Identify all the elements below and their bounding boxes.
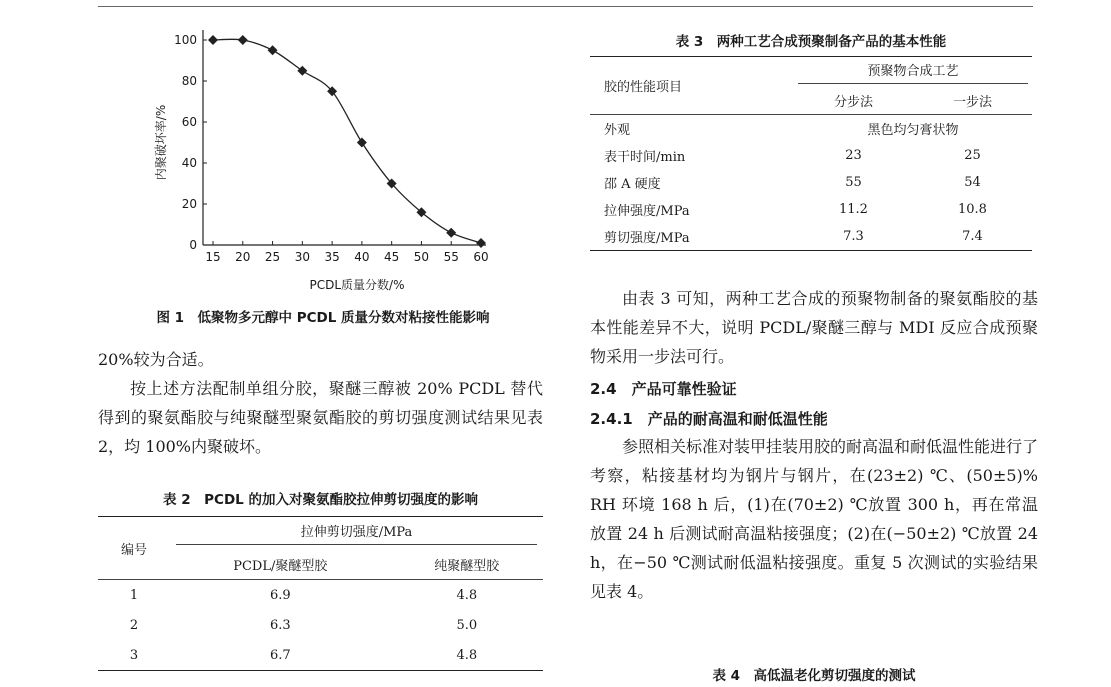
table-3	[590, 56, 1032, 251]
x-tick-label: 40	[354, 250, 370, 264]
table-3-caption: 表 3 两种工艺合成预聚制备产品的基本性能	[675, 34, 947, 50]
y-tick-label: 100	[174, 33, 197, 47]
table-cell: 邵 A 硬度	[604, 177, 661, 192]
table-cell: 拉伸强度/MPa	[604, 204, 690, 219]
section-heading-2-4: 2.4 产品可靠性验证	[590, 380, 737, 398]
paragraph-table2-intro: 按上述方法配制单组分胶，聚醚三醇被 20% PCDL 替代得到的聚氨酯胶与纯聚醚型聚氨酯胶的剪切强度测试结果见表 2，均 100%内聚破坏。	[98, 379, 543, 456]
table-row	[590, 223, 1032, 251]
table-cell: 3	[98, 640, 170, 671]
x-tick-label: 20	[235, 250, 251, 264]
series-line	[213, 39, 481, 243]
x-tick-label: 25	[264, 250, 281, 264]
paragraph-table3-conclusion: 由表 3 可知，两种工艺合成的预聚物制备的聚氨酯胶的基本性能差异不大，说明 PCDL/聚醚三醇与 MDI 反应合成预聚物采用一步法可行。	[590, 289, 1038, 366]
table-row	[590, 115, 1032, 143]
table-2-subheader: 纯聚醚型胶	[391, 549, 543, 580]
table-cell: 7.4	[913, 223, 1032, 251]
paragraph-continuation: 20%较为合适。	[98, 350, 214, 369]
y-tick-label: 0	[189, 238, 197, 252]
section-heading-2-4-1: 2.4.1 产品的耐高温和耐低温性能	[590, 410, 828, 428]
table-4-caption: 表 4 高低温老化剪切强度的测试	[712, 668, 916, 684]
table-3-header-item: 胶的性能项目	[590, 57, 794, 115]
table-cell: 55	[845, 175, 862, 190]
data-point	[238, 35, 248, 45]
table-cell: 4.8	[391, 640, 543, 671]
table-row	[98, 610, 543, 640]
table-cell: 10.8	[958, 202, 987, 217]
y-tick-label: 40	[181, 156, 197, 170]
table-cell: 7.3	[794, 223, 913, 251]
x-tick-label: 50	[413, 250, 430, 264]
table-cell: 6.3	[269, 617, 291, 633]
paragraph-temperature-test: 参照相关标准对装甲挂装用胶的耐高温和耐低温性能进行了考察，粘接基材均为钢片与钢片，在(23±2) ℃、(50±5)% RH 环境 168 h 后，(1)在(70±2) ℃放置 300 h，再在常温放置 24 h 后测试耐高温粘接强度；(2)在(−50±2) ℃放置 24 h，在−50 ℃测试耐低温粘接强度。重复 5 次测试的实验结果见表 4。	[590, 437, 1039, 601]
x-tick-label: 55	[443, 250, 459, 264]
table-cell: 5.0	[456, 617, 478, 633]
table-cell: 剪切强度/MPa	[590, 223, 794, 251]
left-column	[98, 0, 548, 687]
table-3-subheader: 分步法	[794, 87, 913, 115]
table-2-group-header	[170, 517, 543, 550]
table-cell: 6.7	[170, 640, 391, 671]
table-cell: 1	[129, 587, 139, 603]
table-row	[98, 580, 543, 611]
y-tick-label: 80	[181, 74, 197, 88]
y-tick-label: 60	[181, 115, 197, 129]
data-point	[297, 66, 307, 76]
x-tick-label: 15	[205, 250, 221, 264]
table-row	[590, 169, 1032, 196]
table-row	[590, 142, 1032, 169]
table-2	[98, 516, 543, 671]
data-point	[476, 238, 486, 248]
table-2-group-label: 拉伸剪切强度/MPa	[176, 521, 537, 545]
table-cell: 6.9	[269, 587, 291, 603]
x-tick-label: 35	[324, 250, 340, 264]
table-3-group-header	[794, 57, 1032, 88]
table-cell: 4.8	[456, 587, 478, 603]
table-row	[590, 196, 1032, 223]
table-3-group-label: 预聚物合成工艺	[798, 60, 1028, 84]
table-cell: 2	[129, 617, 139, 633]
table-cell: 表干时间/min	[604, 150, 686, 165]
x-tick-label: 45	[384, 250, 400, 264]
right-column	[590, 0, 1038, 687]
y-tick-label: 20	[181, 197, 197, 211]
x-axis-label: PCDL质量分数/%	[309, 278, 405, 292]
table-cell: 25	[964, 148, 981, 163]
table-cell: 23	[845, 148, 862, 163]
figure-1-caption: 图 1 低聚物多元醇中 PCDL 质量分数对粘接性能影响	[156, 310, 490, 326]
table-3-subheader: 一步法	[913, 87, 1032, 115]
table-cell: 54	[964, 175, 981, 190]
data-point	[208, 35, 218, 45]
table-cell: 外观	[604, 123, 631, 138]
data-point	[446, 228, 456, 238]
x-tick-label: 60	[473, 250, 489, 264]
data-point	[357, 138, 367, 148]
x-tick-label: 30	[294, 250, 310, 264]
figure-1-chart	[98, 0, 548, 300]
table-2-subheader: PCDL/聚醚型胶	[170, 549, 391, 580]
table-2-header-id: 编号	[98, 517, 170, 580]
table-cell: 黑色均匀膏状物	[867, 123, 959, 138]
table-cell: 11.2	[839, 202, 868, 217]
data-point	[268, 45, 278, 55]
table-row	[98, 640, 543, 671]
table-2-caption: 表 2 PCDL 的加入对聚氨酯胶拉伸剪切强度的影响	[163, 492, 478, 508]
y-axis-label: 内聚破坏率/%	[154, 104, 168, 181]
